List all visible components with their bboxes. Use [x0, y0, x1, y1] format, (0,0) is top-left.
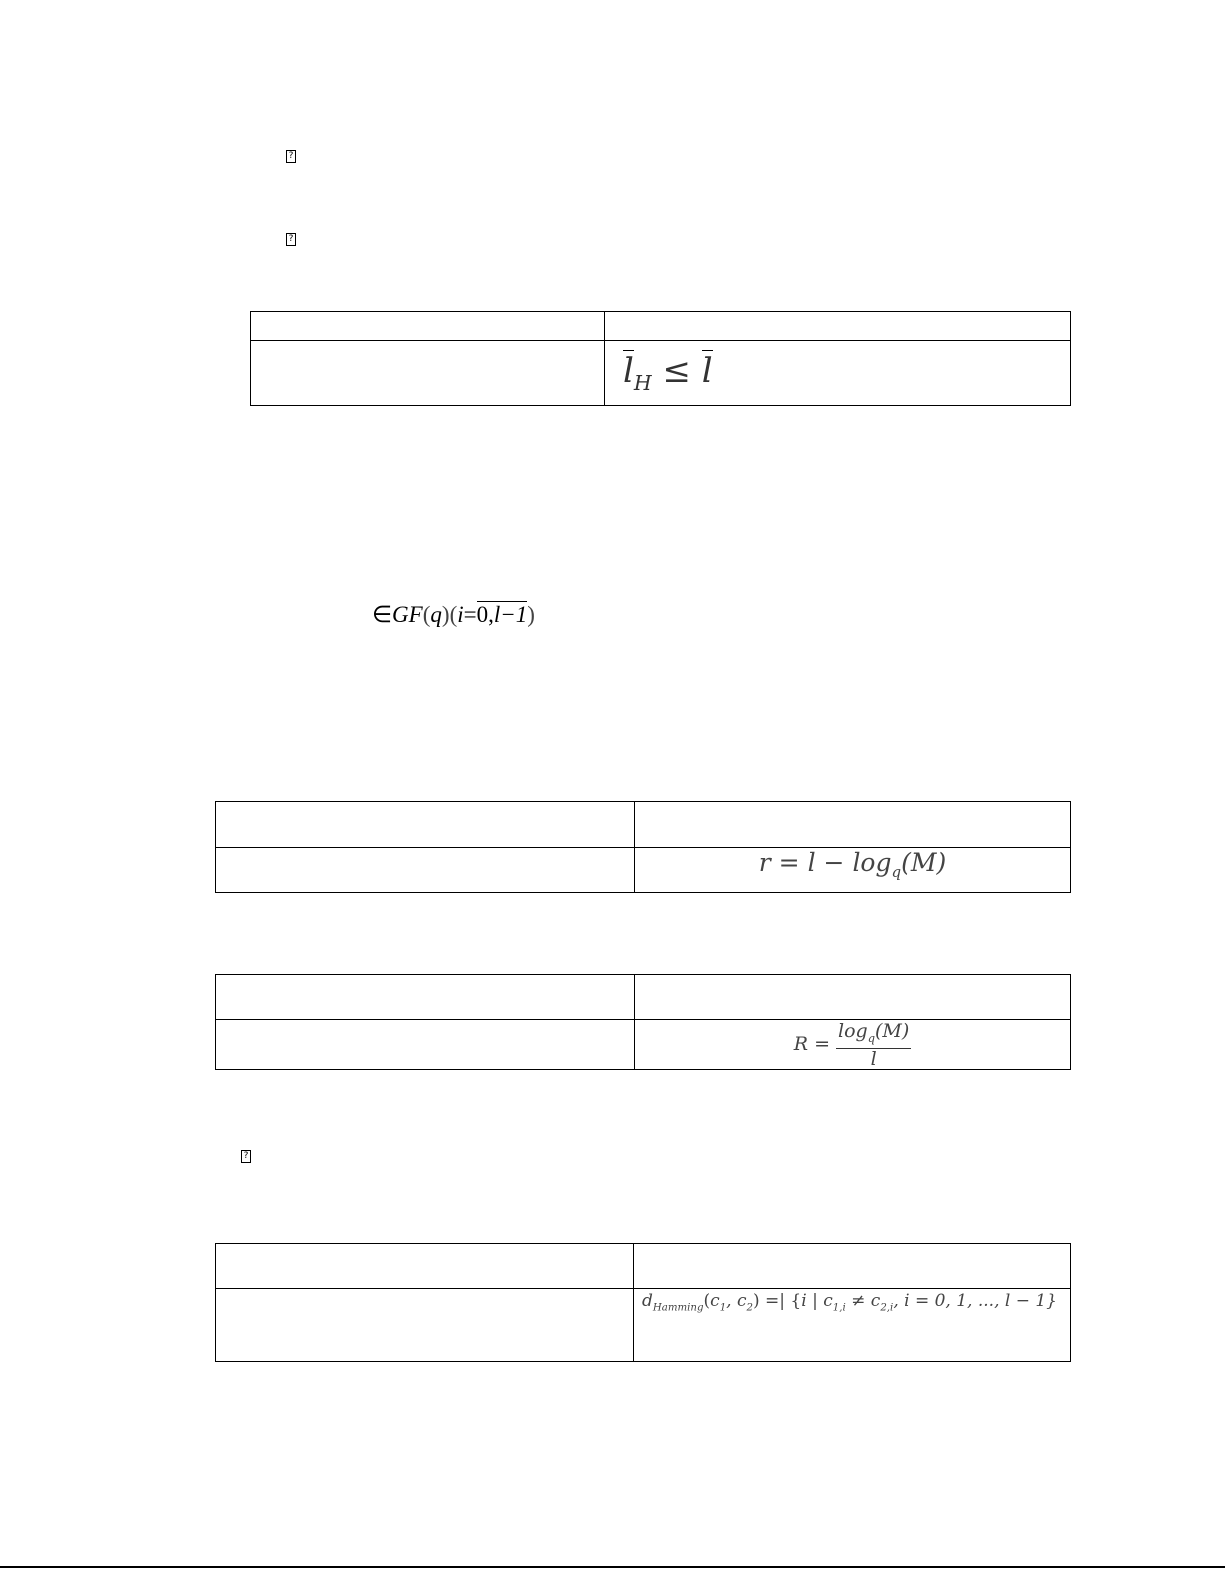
- table-header-cell: [216, 975, 635, 1020]
- formula-hamming-distance: $d_{Hamming}(c_1$, $c_2$) =| {i | $c_{1,i} \ne c_{2,i}$, i = 0, 1, ..., l − 1}: [642, 1291, 1057, 1314]
- table-row: [216, 1289, 1071, 1362]
- table-header-cell: [634, 1244, 1071, 1289]
- table-cell: [251, 341, 605, 406]
- table-row: [251, 341, 1071, 406]
- formula-gf-membership: ∈GF(q)(i=0,l−1): [372, 602, 535, 627]
- table-code-rate: [215, 974, 1071, 1070]
- table-cell-formula: [605, 341, 1071, 406]
- table-header-row: [251, 312, 1071, 341]
- table-header-row: [216, 802, 1071, 848]
- table-header-row: [216, 975, 1071, 1020]
- table-redundancy: [215, 801, 1071, 893]
- table-cell-formula: [635, 848, 1071, 893]
- table-header-cell: [216, 1244, 634, 1289]
- table-average-length: [250, 311, 1071, 406]
- table-cell-formula: [635, 1020, 1071, 1070]
- table-row: [216, 1020, 1071, 1070]
- formula-code-rate: R = $\frac{\log_q(M)}{l}$: [793, 1020, 910, 1070]
- table-header-cell: [605, 312, 1071, 341]
- table-header-cell: [251, 312, 605, 341]
- table-hamming-distance: [215, 1243, 1071, 1362]
- formula-average-length: $l_H \le l$: [623, 351, 713, 395]
- table-cell: [216, 1020, 635, 1070]
- table-header-cell: [635, 975, 1071, 1020]
- table-header-row: [216, 1244, 1071, 1289]
- missing-glyph-marker: ?: [286, 150, 296, 163]
- fraction: $\frac{\log_q(M)}{l}$: [838, 1020, 910, 1070]
- table-cell: [216, 1289, 634, 1362]
- table-row: [216, 848, 1071, 893]
- page-bottom-rule: [0, 1566, 1225, 1568]
- missing-glyph-marker: ?: [241, 1150, 251, 1163]
- table-header-cell: [635, 802, 1071, 848]
- table-header-cell: [216, 802, 635, 848]
- missing-glyph-marker: ?: [286, 233, 296, 246]
- formula-redundancy: $r = l - \log_q(M)$: [758, 848, 947, 881]
- table-cell: [216, 848, 635, 893]
- table-cell-formula: [634, 1289, 1071, 1362]
